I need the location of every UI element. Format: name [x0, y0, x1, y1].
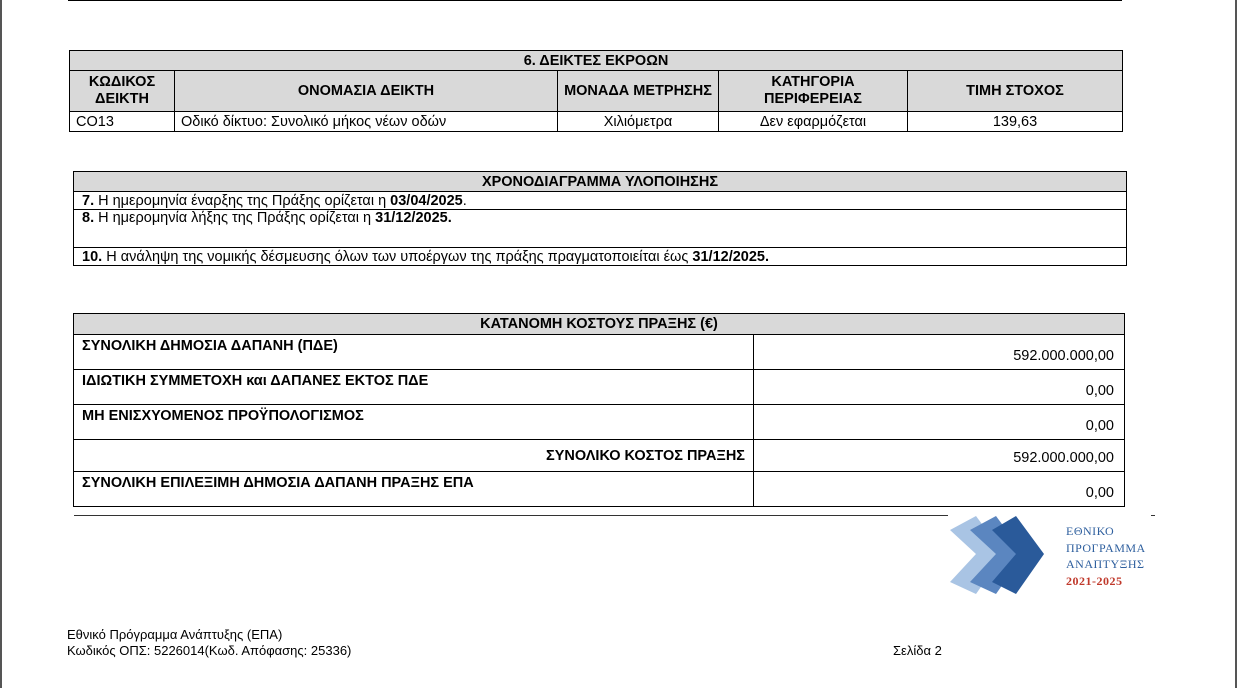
logo-text-line1: ΕΘΝΙΚΟ: [1066, 524, 1115, 538]
cost-value-non-subsidized: 0,00: [754, 405, 1125, 440]
indicator-unit: Χιλιόμετρα: [558, 112, 719, 132]
item-number: 7.: [82, 192, 95, 209]
footer-program: Εθνικό Πρόγραμμα Ανάπτυξης (ΕΠΑ): [67, 627, 283, 642]
chevron-arrows-icon: [946, 514, 1058, 598]
item-date: 31/12/2025.: [692, 248, 770, 265]
item-date: 03/04/2025: [390, 192, 463, 209]
indicators-table: [69, 50, 1123, 132]
top-rule: [68, 0, 1122, 1]
cost-value-total: 592.000.000,00: [754, 440, 1125, 472]
cost-label-public: ΣΥΝΟΛΙΚΗ ΔΗΜΟΣΙΑ ΔΑΠΑΝΗ (ΠΔΕ): [74, 335, 754, 370]
cost-value-private: 0,00: [754, 370, 1125, 405]
table-row: [74, 440, 1125, 472]
timeline-item-start: [74, 192, 1127, 210]
logo-text-line3: ΑΝΑΠΤΥΞΗΣ: [1066, 557, 1145, 571]
header-indicator-name: ΟΝΟΜΑΣΙΑ ΔΕΙΚΤΗ: [175, 71, 558, 112]
table-row: [74, 335, 1125, 370]
cost-title: ΚΑΤΑΝΟΜΗ ΚΟΣΤΟΥΣ ΠΡΑΞΗΣ (€): [74, 314, 1125, 335]
item-number: 8.: [82, 210, 95, 226]
table-row: [74, 370, 1125, 405]
indicators-title: 6. ΔΕΙΚΤΕΣ ΕΚΡΟΩΝ: [70, 51, 1123, 71]
logo-text-line2: ΠΡΟΓΡΑΜΜΑ: [1066, 541, 1146, 555]
timeline-item-end: [74, 210, 1127, 248]
table-row: [74, 472, 1125, 507]
indicator-category: Δεν εφαρμόζεται: [719, 112, 908, 132]
table-row: [70, 112, 1123, 132]
page-footer: [67, 627, 351, 659]
indicator-code: CO13: [70, 112, 175, 132]
cost-value-public: 592.000.000,00: [754, 335, 1125, 370]
item-text: Η ημερομηνία λήξης της Πράξης ορίζεται η: [94, 210, 376, 226]
page-left-border: [0, 0, 2, 688]
footer-rule: [74, 515, 948, 516]
cost-table: [73, 313, 1125, 507]
timeline-title: ΧΡΟΝΟΔΙΑΓΡΑΜΜΑ ΥΛΟΠΟΙΗΣΗΣ: [74, 172, 1127, 192]
indicator-name: Οδικό δίκτυο: Συνολικό μήκος νέων οδών: [175, 112, 558, 132]
item-text: Η ημερομηνία έναρξης της Πράξης ορίζεται η: [94, 192, 391, 209]
cost-label-total: ΣΥΝΟΛΙΚΟ ΚΟΣΤΟΣ ΠΡΑΞΗΣ: [74, 440, 754, 472]
item-number: 10.: [82, 248, 103, 265]
logo-years: 2021-2025: [1066, 574, 1123, 588]
header-region-category: ΚΑΤΗΓΟΡΙΑ ΠΕΡΙΦΕΡΕΙΑΣ: [719, 71, 908, 112]
cost-label-non-subsidized: ΜΗ ΕΝΙΣΧΥΟΜΕΝΟΣ ΠΡΟΫΠΟΛΟΓΙΣΜΟΣ: [74, 405, 754, 440]
table-row: [74, 405, 1125, 440]
item-text: Η ανάληψη της νομικής δέσμευσης όλων των υποέργων της πράξης πραγματοποιείται έως: [102, 248, 693, 265]
header-unit: ΜΟΝΑΔΑ ΜΕΤΡΗΣΗΣ: [558, 71, 719, 112]
item-date: 31/12/2025.: [375, 210, 452, 226]
header-indicator-code: ΚΩΔΙΚΟΣ ΔΕΙΚΤΗ: [70, 71, 175, 112]
cost-label-private: ΙΔΙΩΤΙΚΗ ΣΥΜΜΕΤΟΧΗ και ΔΑΠΑΝΕΣ ΕΚΤΟΣ ΠΔΕ: [74, 370, 754, 405]
cost-value-eligible: 0,00: [754, 472, 1125, 507]
timeline-table: [73, 171, 1127, 266]
item-end: .: [462, 192, 467, 209]
national-development-program-logo: [946, 514, 1158, 598]
timeline-item-commitment: [74, 248, 1127, 266]
cost-label-eligible: ΣΥΝΟΛΙΚΗ ΕΠΙΛΕΞΙΜΗ ΔΗΜΟΣΙΑ ΔΑΠΑΝΗ ΠΡΑΞΗΣ ΕΠΑ: [74, 472, 754, 507]
header-target-value: ΤΙΜΗ ΣΤΟΧΟΣ: [908, 71, 1123, 112]
page-number: Σελίδα 2: [893, 643, 942, 658]
indicator-target: 139,63: [908, 112, 1123, 132]
footer-code: Κωδικός ΟΠΣ: 5226014(Κωδ. Απόφασης: 25336): [67, 643, 352, 658]
